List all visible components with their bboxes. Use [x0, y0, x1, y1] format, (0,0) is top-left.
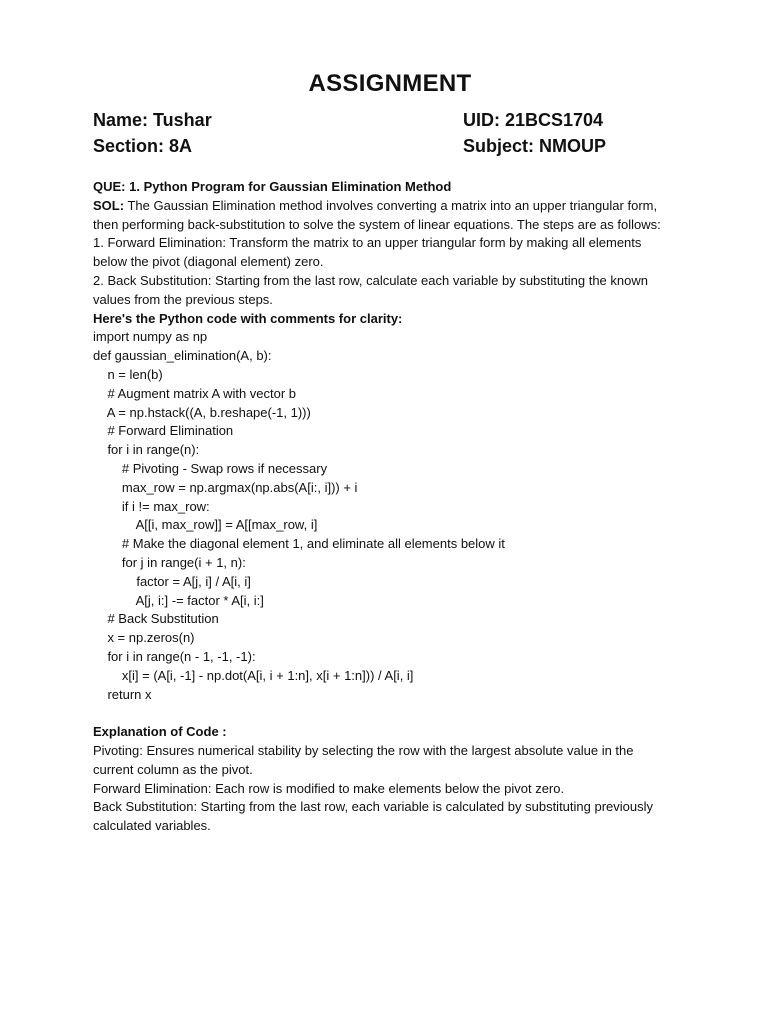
- code-line: A = np.hstack((A, b.reshape(-1, 1))): [93, 404, 311, 420]
- explanation-pivoting: Pivoting: Ensures numerical stability by selecting the row with the largest absolute value in the current column as the pivot.: [93, 742, 634, 777]
- code-line: def gaussian_elimination(A, b):: [93, 348, 272, 364]
- code-line: return x: [93, 686, 152, 702]
- code-line: A[j, i:] -= factor * A[i, i:]: [93, 592, 264, 608]
- code-intro: Here's the Python code with comments for clarity:: [93, 310, 403, 326]
- code-line: for j in range(i + 1, n):: [93, 554, 246, 570]
- solution-label: SOL:: [93, 197, 125, 213]
- solution-text: The Gaussian Elimination method involves converting a matrix into an upper triangular form, then performing back-substitution to solve the system of linear equations. The steps are as follows:: [93, 197, 661, 232]
- code-line: for i in range(n):: [93, 442, 200, 458]
- explanation-forward: Forward Elimination: Each row is modified to make elements below the pivot zero.: [93, 780, 565, 796]
- code-block: [93, 328, 673, 704]
- code-line: if i != max_row:: [93, 498, 210, 514]
- code-line: A[[i, max_row]] = A[[max_row, i]: [93, 517, 318, 533]
- code-line: # Augment matrix A with vector b: [93, 385, 297, 401]
- page-title: ASSIGNMENT: [308, 70, 472, 97]
- step-back-substitution: 2. Back Substitution: Starting from the last row, calculate each variable by substituting the known values from the previous steps.: [93, 272, 648, 307]
- code-line: # Make the diagonal element 1, and eliminate all elements below it: [93, 536, 505, 552]
- code-line: factor = A[j, i] / A[i, i]: [93, 573, 251, 589]
- assignment-body: [93, 178, 673, 836]
- code-line: for i in range(n - 1, -1, -1):: [93, 648, 256, 664]
- code-line: import numpy as np: [93, 329, 208, 345]
- student-section: Section: 8A: [93, 136, 193, 156]
- student-uid: UID: 21BCS1704: [463, 110, 604, 130]
- blank-line: [93, 704, 673, 723]
- code-line: n = len(b): [93, 366, 163, 382]
- step-forward-elimination: 1. Forward Elimination: Transform the matrix to an upper triangular form by making all elements below the pivot (diagonal element) zero.: [93, 235, 642, 270]
- explanation-heading: Explanation of Code :: [93, 724, 227, 740]
- code-line: max_row = np.argmax(np.abs(A[i:, i])) + i: [93, 479, 358, 495]
- student-name: Name: Tushar: [93, 110, 212, 130]
- solution-paragraph: [93, 197, 673, 235]
- question-heading: QUE: 1. Python Program for Gaussian Elimination Method: [93, 179, 452, 194]
- code-line: # Back Substitution: [93, 611, 219, 627]
- subject: Subject: NMOUP: [463, 136, 607, 156]
- explanation-back: Back Substitution: Starting from the last row, each variable is calculated by substituting previously calculated variables.: [93, 799, 654, 834]
- code-line: x[i] = (A[i, -1] - np.dot(A[i, i + 1:n], x[i + 1:n])) / A[i, i]: [93, 667, 414, 683]
- code-line: # Forward Elimination: [93, 423, 234, 439]
- code-line: x = np.zeros(n): [93, 630, 195, 646]
- code-line: # Pivoting - Swap rows if necessary: [93, 460, 328, 476]
